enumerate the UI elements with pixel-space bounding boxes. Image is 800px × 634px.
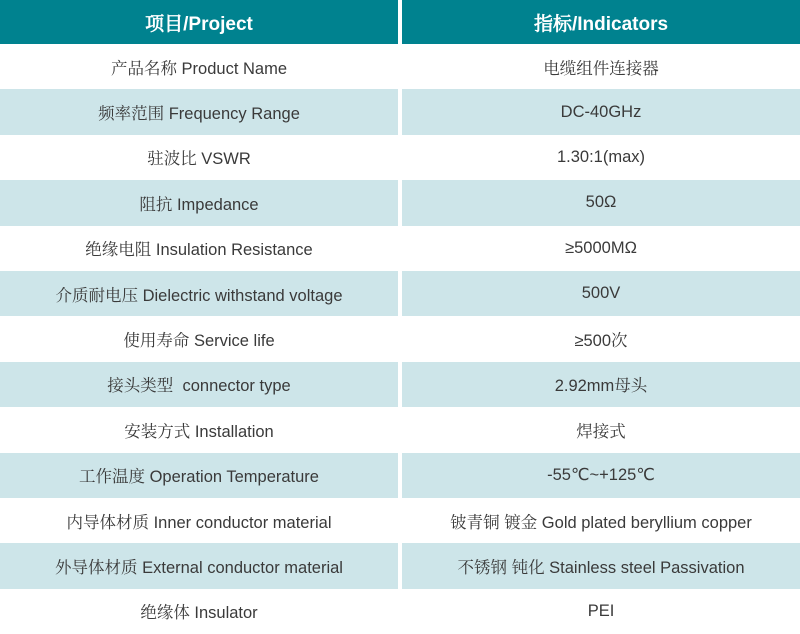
project-cell: 安装方式 Installation — [0, 407, 398, 452]
indicator-cell: -55℃~+125℃ — [402, 453, 800, 498]
project-cell: 使用寿命 Service life — [0, 316, 398, 361]
indicator-cell: 2.92mm母头 — [402, 362, 800, 407]
table-row — [0, 89, 800, 134]
header-cell-indicators: 指标/Indicators — [402, 0, 800, 44]
table-row — [0, 543, 800, 588]
project-cell: 驻波比 VSWR — [0, 135, 398, 180]
indicator-cell: 1.30:1(max) — [402, 135, 800, 180]
table-row — [0, 271, 800, 316]
indicator-cell: 50Ω — [402, 180, 800, 225]
table-row — [0, 226, 800, 271]
indicator-cell: 焊接式 — [402, 407, 800, 452]
indicator-cell: ≥500次 — [402, 316, 800, 361]
project-cell: 阻抗 Impedance — [0, 180, 398, 225]
indicator-cell: 电缆组件连接器 — [402, 44, 800, 89]
table-row — [0, 180, 800, 225]
indicator-cell: 500V — [402, 271, 800, 316]
project-cell: 绝缘电阻 Insulation Resistance — [0, 226, 398, 271]
indicator-cell: DC-40GHz — [402, 89, 800, 134]
project-cell: 产品名称 Product Name — [0, 44, 398, 89]
project-cell: 接头类型 connector type — [0, 362, 398, 407]
table-header-row — [0, 0, 800, 44]
table-row — [0, 498, 800, 543]
project-cell: 绝缘体 Insulator — [0, 589, 398, 634]
table-row — [0, 407, 800, 452]
table-row — [0, 362, 800, 407]
indicator-cell: 不锈钢 钝化 Stainless steel Passivation — [402, 543, 800, 588]
table-row — [0, 589, 800, 634]
project-cell: 外导体材质 External conductor material — [0, 543, 398, 588]
project-cell: 工作温度 Operation Temperature — [0, 453, 398, 498]
indicator-cell: 铍青铜 镀金 Gold plated beryllium copper — [402, 498, 800, 543]
indicator-cell: ≥5000MΩ — [402, 226, 800, 271]
project-cell: 介质耐电压 Dielectric withstand voltage — [0, 271, 398, 316]
header-cell-project: 项目/Project — [0, 0, 398, 44]
project-cell: 内导体材质 Inner conductor material — [0, 498, 398, 543]
table-row — [0, 135, 800, 180]
table-row — [0, 44, 800, 89]
indicator-cell: PEI — [402, 589, 800, 634]
project-cell: 频率范围 Frequency Range — [0, 89, 398, 134]
table-row — [0, 316, 800, 361]
table-row — [0, 453, 800, 498]
